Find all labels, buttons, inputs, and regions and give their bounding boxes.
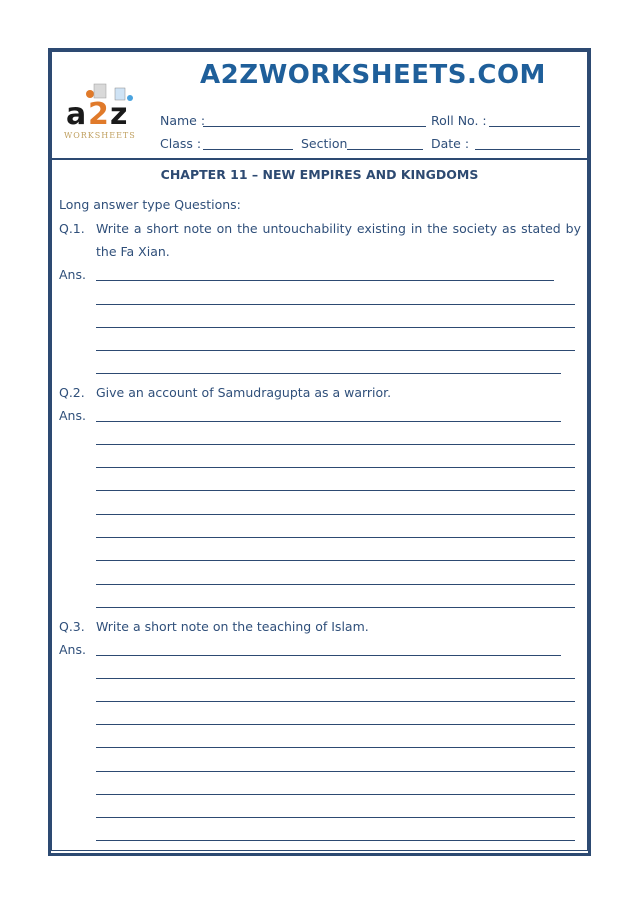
question-text: Write a short note on the untouchability existing in the society as stated by the Fa Xian. (96, 221, 581, 259)
question-number: Q.2. (59, 385, 85, 400)
answer-line[interactable] (96, 771, 575, 772)
a2z-logo (60, 80, 150, 142)
name-field[interactable] (203, 126, 426, 127)
answer-line[interactable] (96, 584, 575, 585)
question-text: Give an account of Samudragupta as a warrior. (96, 385, 392, 400)
answer-line[interactable] (96, 678, 575, 679)
answer-line[interactable] (96, 421, 561, 422)
answer-line[interactable] (96, 840, 575, 841)
answer-line[interactable] (96, 655, 561, 656)
roll-no-label: Roll No. : (431, 113, 487, 128)
answer-line[interactable] (96, 747, 575, 748)
class-field[interactable] (203, 149, 293, 150)
roll-no-field[interactable] (489, 126, 580, 127)
section-label: Section (301, 136, 348, 151)
answer-line[interactable] (96, 794, 575, 795)
answer-label: Ans. (59, 267, 86, 282)
answer-line[interactable] (96, 537, 575, 538)
date-label: Date : (431, 136, 470, 151)
question-number: Q.1. (59, 221, 85, 236)
answer-line[interactable] (96, 327, 575, 328)
answer-line[interactable] (96, 467, 575, 468)
answer-label: Ans. (59, 408, 86, 423)
answer-line[interactable] (96, 560, 575, 561)
answer-line[interactable] (96, 304, 575, 305)
answer-line[interactable] (96, 350, 575, 351)
answer-label: Ans. (59, 642, 86, 657)
class-label: Class : (160, 136, 202, 151)
answer-line[interactable] (96, 607, 575, 608)
section-label: Long answer type Questions: (59, 197, 241, 212)
answer-line[interactable] (96, 817, 575, 818)
header-divider (52, 158, 587, 160)
answer-line[interactable] (96, 444, 575, 445)
site-title: A2ZWORKSHEETS.COM (200, 60, 546, 90)
answer-line[interactable] (96, 280, 554, 281)
chapter-title: CHAPTER 11 – NEW EMPIRES AND KINGDOMS (160, 167, 479, 182)
answer-line[interactable] (96, 373, 561, 374)
svg-text:z: z (110, 97, 128, 132)
section-field[interactable] (347, 149, 423, 150)
date-field[interactable] (475, 149, 580, 150)
question-number: Q.3. (59, 619, 85, 634)
svg-text:a: a (66, 97, 87, 132)
answer-line[interactable] (96, 514, 575, 515)
answer-line[interactable] (96, 724, 575, 725)
answer-line[interactable] (96, 701, 575, 702)
question-text: Write a short note on the teaching of Islam. (96, 619, 369, 634)
answer-line[interactable] (96, 490, 575, 491)
logo-subtext: WORKSHEETS (64, 131, 136, 140)
svg-text:2: 2 (88, 97, 109, 132)
name-label: Name : (160, 113, 206, 128)
